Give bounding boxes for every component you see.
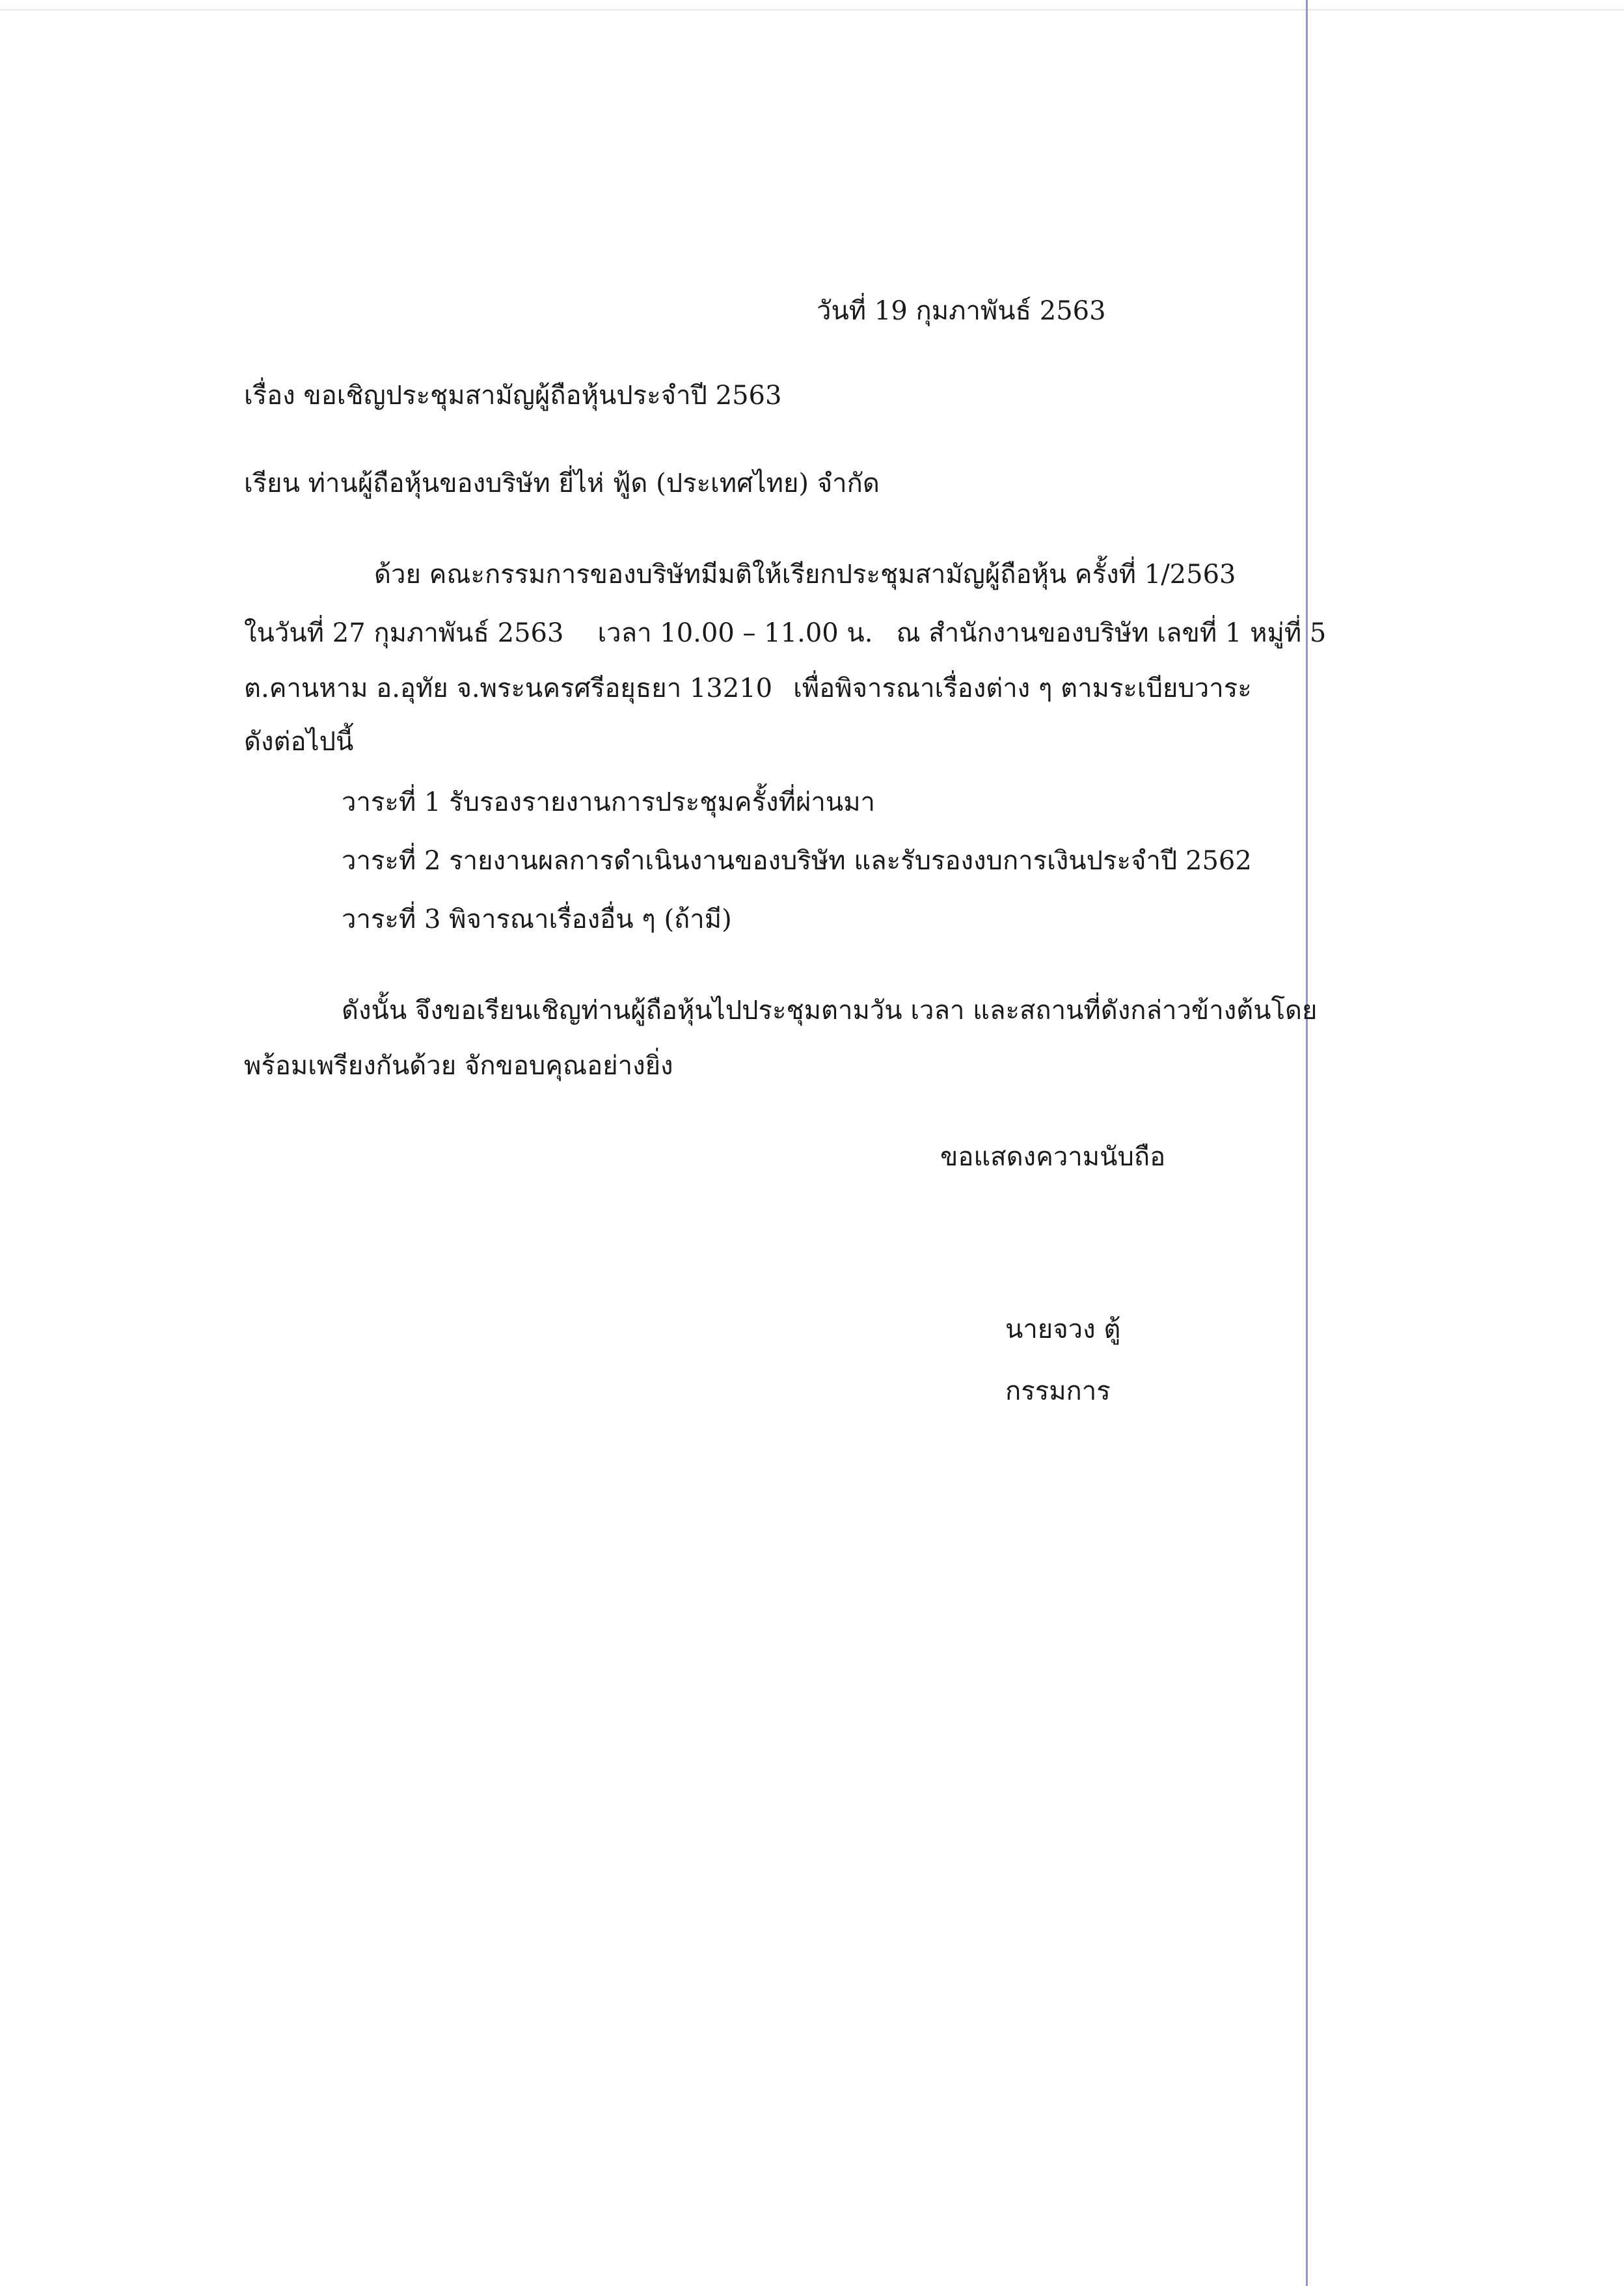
- meeting-purpose: เพื่อพิจารณาเรื่องต่าง ๆ ตามระเบียบวาระ: [793, 674, 1252, 703]
- meeting-time: เวลา 10.00 – 11.00 น.: [597, 618, 873, 648]
- closing-line-1: ดังนั้น จึงขอเรียนเชิญท่านผู้ถือหุ้นไปประชุมตามวัน เวลา และสถานที่ดังกล่าวข้างต้นโดย: [342, 996, 1318, 1026]
- closing-line-2: พร้อมเพรียงกันด้วย จักขอบคุณอย่างยิ่ง: [244, 1051, 673, 1081]
- body-line-4: ดังต่อไปนี้: [244, 727, 354, 757]
- signatory-title: กรรมการ: [1005, 1376, 1111, 1406]
- body-line-3: [244, 670, 1252, 707]
- meeting-date: ในวันที่ 27 กุมภาพันธ์ 2563: [244, 618, 564, 648]
- body-line-2: [244, 615, 1326, 651]
- letter-subject: เรื่อง ขอเชิญประชุมสามัญผู้ถือหุ้นประจำปี 2563: [244, 381, 782, 411]
- signatory-name: นายจวง ตู้: [1005, 1314, 1121, 1344]
- complimentary-close: ขอแสดงความนับถือ: [940, 1142, 1166, 1172]
- scan-top-edge: [0, 9, 1624, 10]
- scan-artifact-line: [1306, 0, 1308, 2286]
- letter-recipient: เรียน ท่านผู้ถือหุ้นของบริษัท ยี่ไห่ ฟู้ด (ประเทศไทย) จำกัด: [244, 469, 880, 498]
- agenda-item: วาระที่ 2 รายงานผลการดำเนินงานของบริษัท และรับรองงบการเงินประจำปี 2562: [342, 846, 1252, 876]
- meeting-address: ต.คานหาม อ.อุทัย จ.พระนครศรีอยุธยา 13210: [244, 674, 773, 703]
- meeting-place: ณ สำนักงานของบริษัท เลขที่ 1 หมู่ที่ 5: [896, 618, 1327, 648]
- letter-date: วันที่ 19 กุมภาพันธ์ 2563: [817, 296, 1106, 326]
- agenda-item: วาระที่ 3 พิจารณาเรื่องอื่น ๆ (ถ้ามี): [342, 905, 732, 934]
- agenda-item: วาระที่ 1 รับรองรายงานการประชุมครั้งที่ผ่านมา: [342, 787, 876, 817]
- body-line-1: ด้วย คณะกรรมการของบริษัทมีมติให้เรียกประชุมสามัญผู้ถือหุ้น ครั้งที่ 1/2563: [374, 560, 1236, 590]
